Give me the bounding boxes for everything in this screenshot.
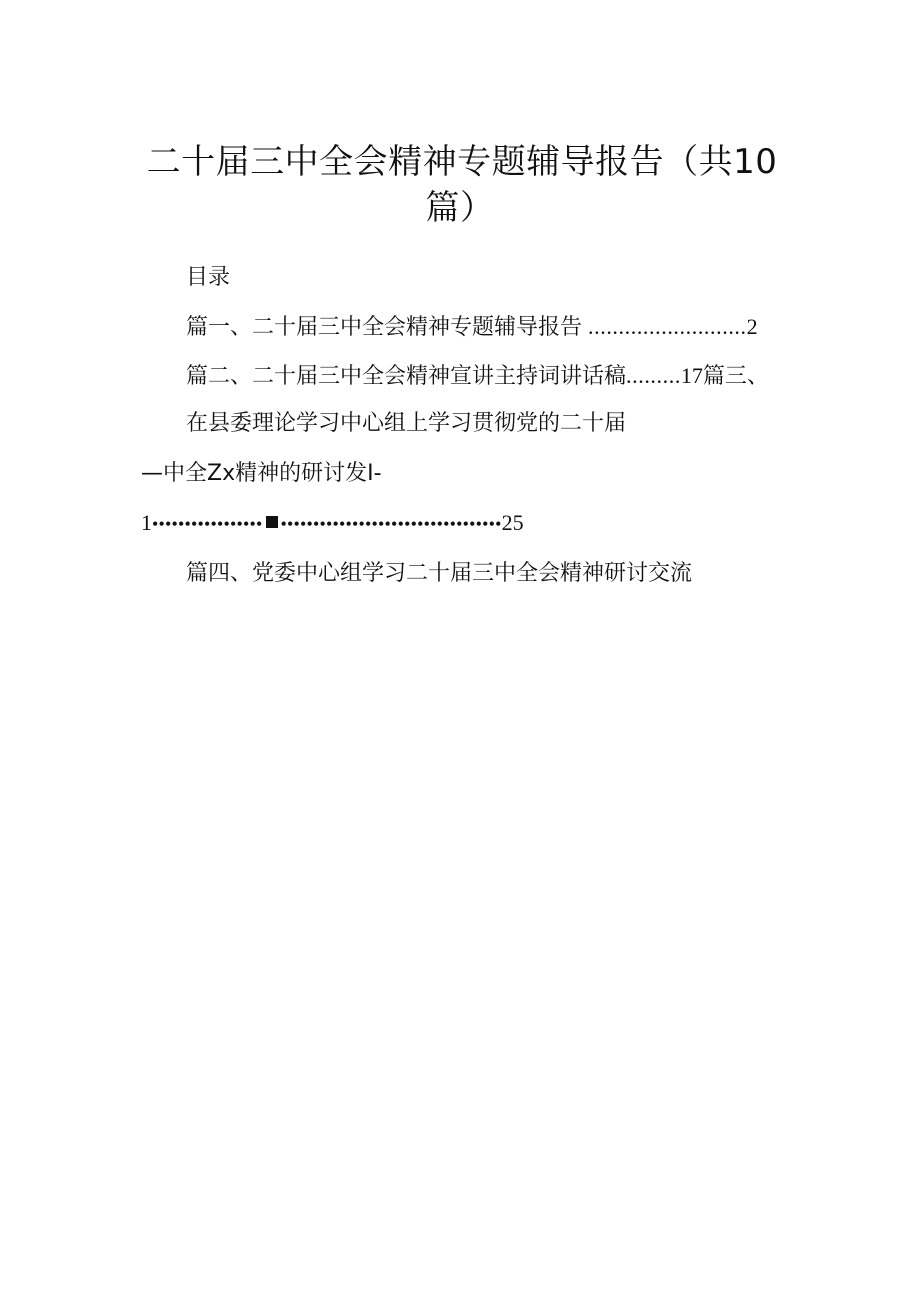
toc-heading: 目录 [186, 265, 231, 290]
toc-entry-2-text: 篇二、二十届三中全会精神宣讲主持词讲话稿 [186, 364, 627, 389]
toc-entry-3-leader-b: •••••••••••••••••••••••••••••••••• [280, 514, 502, 534]
toc-entry-3-line-2[interactable] [141, 460, 382, 488]
toc-entry-1-text: 篇一、二十届三中全会精神专题辅导报告 [186, 315, 583, 340]
toc-entry-3-line-1[interactable]: 在县委理论学习中心组上学习贯彻党的二十届 [186, 411, 627, 436]
toc-entry-2[interactable] [186, 362, 769, 391]
toc-entry-3-page: 25 [501, 510, 524, 535]
toc-entry-1-page: 2 [746, 314, 758, 339]
square-mark-icon [266, 516, 278, 528]
toc-entry-2-page: 17 [680, 363, 703, 388]
toc-entry-4[interactable]: 篇四、党委中心组学习二十届三中全会精神研讨交流 [186, 561, 693, 586]
toc-entry-1[interactable] [186, 313, 758, 342]
document-title-line-2: 篇） [425, 188, 495, 228]
toc-entry-3-leader-a: ••••••••••••••••• [152, 514, 263, 534]
toc-entry-3-line-2-text: —中全Zx精神的研讨发I- [141, 461, 382, 486]
toc-entry-1-leader: .......................... [588, 314, 747, 339]
toc-entry-3-line-3[interactable] [141, 509, 524, 538]
document-title-line-1: 二十届三中全会精神专题辅导报告（共10 [146, 142, 778, 182]
toc-entry-3-line-start: 1 [141, 510, 152, 535]
toc-entry-2-leader: ......... [626, 363, 681, 388]
toc-entry-3-label: 篇三、 [702, 364, 769, 389]
